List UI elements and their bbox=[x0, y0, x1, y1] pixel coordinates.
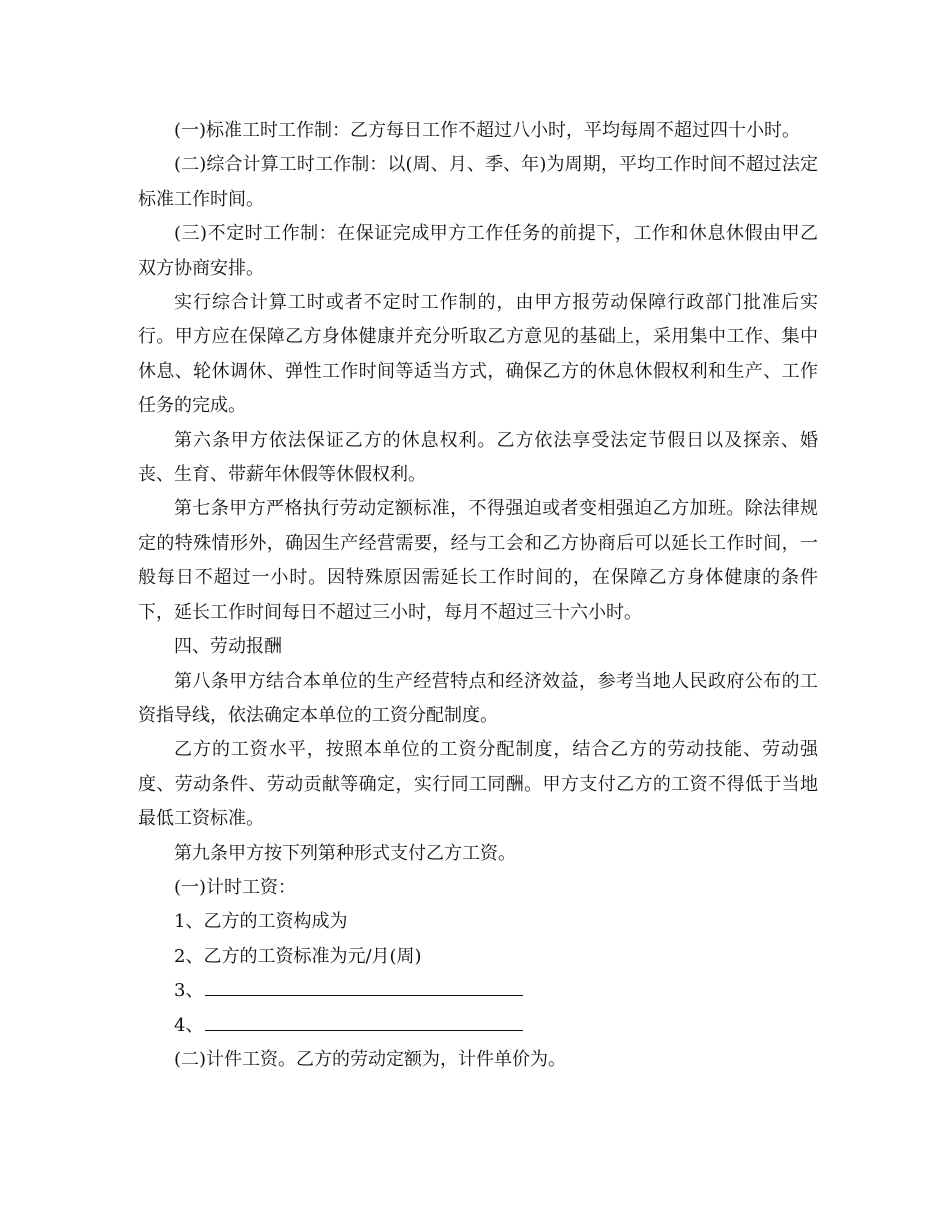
paragraph-approval: 实行综合计算工时或者不定时工作制的，由甲方报劳动保障行政部门批准后实行。甲方应在保障乙方身体健康并充分听取乙方意见的基础上，采用集中工作、集中休息、轮休调休、弹性工作时间等适当方式，确保乙方的休息休假权利和生产、工作任务的完成。 bbox=[138, 292, 818, 417]
paragraph-article-nine: 第九条甲方按下列第种形式支付乙方工资。 bbox=[174, 842, 516, 864]
list-item-4 bbox=[138, 1009, 818, 1043]
paragraph-comprehensive-hours: (二)综合计算工时工作制：以(周、月、季、年)为周期，平均工作时间不超过法定标准工作时间。 bbox=[138, 154, 818, 210]
paragraph-standard-hours: (一)标准工时工作制：乙方每日工作不超过八小时，平均每周不超过四十小时。 bbox=[174, 120, 801, 141]
list-item-3 bbox=[138, 974, 818, 1008]
document-body bbox=[138, 114, 818, 1077]
paragraph-article-seven: 第七条甲方严格执行劳动定额标准，不得强迫或者变相强迫乙方加班。除法律规定的特殊情形外，确因生产经营需要，经与工会和乙方协商后可以延长工作时间，一般每日不超过一小时。因特殊原因需延长工作时间的，在保障乙方身体健康的条件下，延长工作时间每日不超过三小时，每月不超过三十六小时。 bbox=[138, 498, 818, 623]
paragraph-article-six: 第六条甲方依法保证乙方的休息权利。乙方依法享受法定节假日以及探亲、婚丧、生育、带薪年休假等休假权利。 bbox=[138, 429, 818, 486]
section-heading-remuneration: 四、劳动报酬 bbox=[174, 636, 282, 658]
list-item-wage-standard: 2、乙方的工资标准为元/月(周) bbox=[174, 945, 422, 967]
list-item-3-label: 3、 bbox=[174, 980, 204, 1002]
paragraph-hourly-wage: (一)计时工资： bbox=[174, 876, 297, 898]
list-item-4-label: 4、 bbox=[174, 1014, 204, 1036]
blank-line bbox=[205, 975, 523, 996]
paragraph-article-eight: 第八条甲方结合本单位的生产经营特点和经济效益，参考当地人民政府公布的工资指导线，依法确定本单位的工资分配制度。 bbox=[138, 670, 818, 726]
paragraph-piece-wage: (二)计件工资。乙方的劳动定额为，计件单价为。 bbox=[174, 1048, 567, 1070]
paragraph-wage-level: 乙方的工资水平，按照本单位的工资分配制度，结合乙方的劳动技能、劳动强度、劳动条件、劳动贡献等确定，实行同工同酬。甲方支付乙方的工资不得低于当地最低工资标准。 bbox=[138, 739, 818, 830]
paragraph-flexible-hours: (三)不定时工作制：在保证完成甲方工作任务的前提下，工作和休息休假由甲乙双方协商安排。 bbox=[138, 223, 818, 279]
list-item-wage-composition: 1、乙方的工资构成为 bbox=[174, 911, 348, 933]
blank-line bbox=[205, 1010, 523, 1031]
